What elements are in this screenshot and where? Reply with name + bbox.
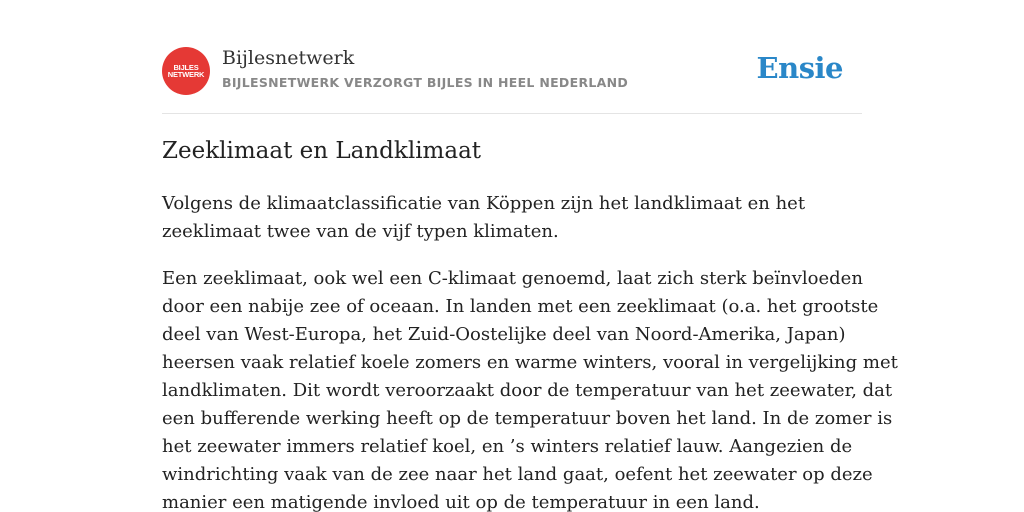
- article-body: [162, 190, 898, 512]
- paragraph-line: Volgens de klimaatclassificatie van Köppen zijn het landklimaat en het: [162, 193, 806, 214]
- logo-text-line1: BIJLES: [173, 62, 199, 72]
- paragraph-line: het zeewater immers relatief koel, en ’s winters relatief lauw. Aangezien de: [162, 436, 853, 457]
- header: [162, 47, 862, 97]
- ensie-logo[interactable]: Ensie: [756, 51, 843, 85]
- paragraph-line: door een nabije zee of oceaan. In landen met een zeeklimaat (o.a. het grootste: [162, 296, 879, 317]
- paragraph-line: zeeklimaat twee van de vijf typen klimaten.: [162, 221, 559, 242]
- brand-tagline: BIJLESNETWERK VERZORGT BIJLES IN HEEL NEDERLAND: [222, 75, 629, 90]
- paragraph-line: manier een matigende invloed uit op de temperatuur in een land.: [162, 492, 760, 512]
- paragraph-line: landklimaten. Dit wordt veroorzaakt door de temperatuur van het zeewater, dat: [162, 380, 893, 401]
- paragraph-2: [162, 265, 898, 512]
- paragraph-line: heersen vaak relatief koele zomers en warme winters, vooral in vergelijking met: [162, 352, 898, 373]
- paragraph-line: Een zeeklimaat, ook wel een C-klimaat genoemd, laat zich sterk beïnvloeden: [162, 268, 863, 289]
- logo-text-line2: NETWERK: [167, 70, 205, 79]
- header-divider: [162, 113, 862, 114]
- bijlesnetwerk-logo[interactable]: [162, 47, 210, 95]
- brand-name[interactable]: Bijlesnetwerk: [222, 47, 355, 69]
- paragraph-line: deel van West-Europa, het Zuid-Oostelijke deel van Noord-Amerika, Japan): [162, 324, 846, 345]
- paragraph-line: windrichting vaak van de zee naar het land gaat, oefent het zeewater op deze: [162, 464, 873, 485]
- article-title: Zeeklimaat en Landklimaat: [162, 138, 482, 164]
- paragraph-1: [162, 190, 862, 246]
- paragraph-line: een bufferende werking heeft op de temperatuur boven het land. In de zomer is: [162, 408, 893, 429]
